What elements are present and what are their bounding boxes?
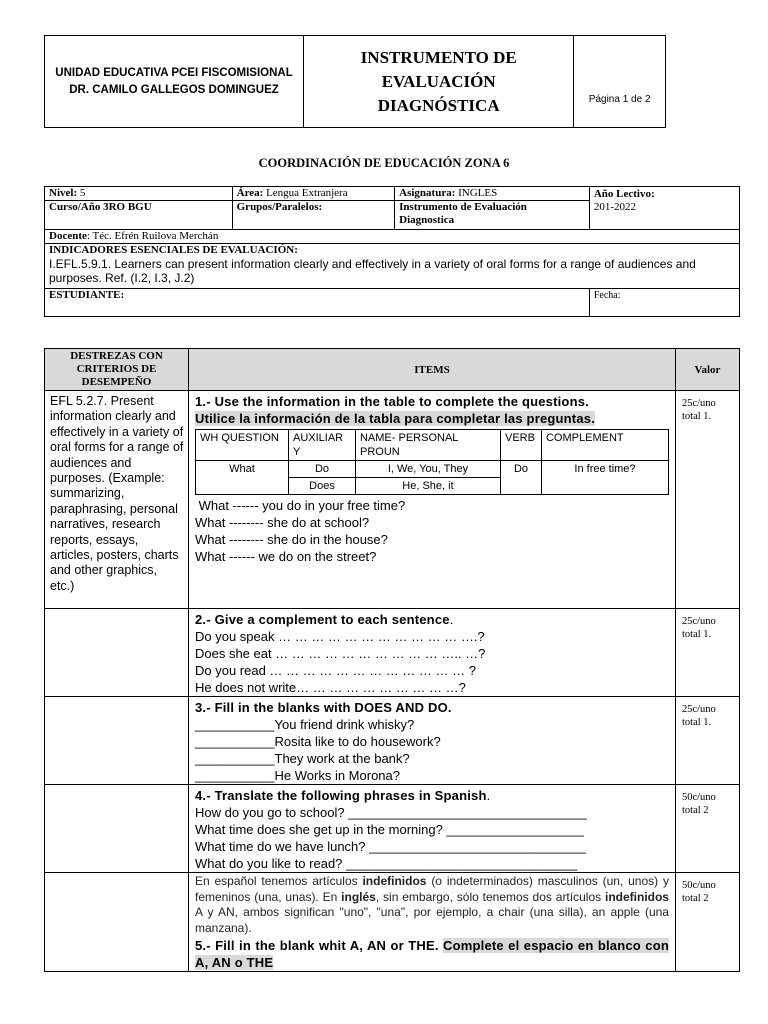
title-line-1: INSTRUMENTO DE	[360, 47, 517, 67]
q4-line-4: What do you like to read? ________________________________	[194, 856, 578, 871]
anio-lectivo-cell	[589, 187, 739, 230]
curso-cell	[45, 201, 233, 230]
grid-header-personal: NAME- PERSONAL PROUN	[355, 430, 500, 461]
title-line-2: EVALUACIÓN	[381, 71, 496, 91]
grid-do: Do	[288, 461, 355, 478]
q3-valor	[675, 697, 739, 785]
page-number-cell	[574, 36, 666, 128]
anio-lectivo-label: Año Lectivo:	[593, 188, 655, 200]
instrumento-line-1: Instrumento de Evaluación	[399, 201, 527, 213]
q2-line-4: He does not write… … … … … … … … … …?	[194, 680, 466, 695]
asignatura-value: INGLES	[458, 187, 498, 199]
asignatura-label: Asignatura:	[399, 187, 456, 199]
grid-pronouns-1: I, We, You, They	[355, 461, 500, 478]
q1-line-2: What -------- she do at school?	[194, 515, 370, 530]
estudiante-label: ESTUDIANTE:	[49, 289, 125, 301]
docente-cell	[45, 230, 740, 244]
question-2	[188, 609, 675, 697]
q5-intro	[195, 874, 669, 936]
header-destrezas: DESTREZAS CON CRITERIOS DE DESEMPEÑO	[45, 349, 189, 391]
grid-header-wh: WH QUESTION	[195, 430, 288, 461]
q1-title: 1.- Use the information in the table to complete the questions.	[194, 394, 589, 409]
q2-line-3: Do you read … … … … … … … … … … … … ?	[194, 663, 476, 678]
nivel-label: Nivel:	[49, 187, 78, 199]
q5-valor	[675, 873, 739, 972]
area-label: Área:	[236, 187, 264, 199]
docente-label: Docente	[49, 230, 87, 242]
coordination-heading: COORDINACIÓN DE EDUCACIÓN ZONA 6	[258, 156, 510, 170]
q5-intro-bold-2: inglés	[341, 889, 376, 904]
header-items: ITEMS	[188, 349, 675, 391]
q1-subtitle: Utilice la información de la tabla para completar las preguntas.	[194, 411, 596, 426]
destreza-empty-5	[45, 873, 189, 972]
q1-line-4: What ------ we do on the street?	[194, 549, 377, 564]
items-table	[44, 348, 740, 972]
area-value: Lengua Extranjera	[266, 187, 348, 199]
q2-line-1: Do you speak … … … … … … … … … … … ….?	[194, 629, 485, 644]
q2-title: 2.- Give a complement to each sentence	[194, 612, 450, 627]
q4-line-1: How do you go to school? _________________________________	[194, 805, 587, 820]
q5-subtitle: Complete el espacio en blanco con A, AN o THE	[194, 938, 669, 970]
q3-valor-2: total 1.	[681, 717, 712, 728]
q4-line-3: What time do we have lunch? ______________________________	[194, 839, 587, 854]
q2-title-end: .	[449, 612, 454, 627]
q5-title: 5.- Fill in the blank whit A, AN or THE.	[194, 938, 439, 953]
q5-intro-part-1: En español tenemos artículos	[194, 874, 363, 888]
q5-intro-bold-1: indefinidos	[362, 874, 427, 888]
fecha-label: Fecha:	[593, 290, 621, 301]
q2-valor	[675, 609, 739, 697]
q2-line-2: Does she eat … … … … … … … … … … ….. …?	[194, 646, 486, 661]
q3-line-4: ___________He Works in Morona?	[194, 768, 400, 783]
instrumento-line-2: Diagnostica	[399, 214, 455, 226]
grid-pronouns-2: He, She, it	[355, 478, 500, 495]
q5-intro-part-4: A y AN, ambos significan "uno", "una", por ejemplo, a chair (una silla), an apple (una manzana).	[194, 905, 669, 935]
grid-complement: In free time?	[541, 461, 668, 495]
destreza-empty-3	[45, 697, 189, 785]
q4-valor-2: total 2	[681, 805, 709, 816]
q2-valor-1: 25c/uno	[681, 616, 716, 627]
nivel-value: 5	[79, 187, 86, 199]
area-cell	[232, 187, 395, 201]
anio-lectivo-value: 201-2022	[593, 201, 636, 213]
q3-line-3: ___________They work at the bank?	[194, 751, 410, 766]
q1-line-3: What -------- she do in the house?	[194, 532, 388, 547]
q4-title: 4.- Translate the following phrases in Spanish	[194, 788, 487, 803]
q5-valor-1: 50c/uno	[681, 880, 716, 891]
question-5	[188, 873, 675, 972]
q2-valor-2: total 1.	[681, 629, 712, 640]
school-line-2: DR. CAMILO GALLEGOS DOMINGUEZ	[69, 83, 279, 96]
grid-verb-do: Do	[500, 461, 541, 495]
grupos-label: Grupos/Paralelos:	[236, 201, 323, 213]
q5-intro-bold-3: indefinidos	[604, 889, 669, 904]
estudiante-cell	[45, 289, 590, 317]
grupos-cell	[232, 201, 395, 230]
q3-valor-1: 25c/uno	[681, 704, 716, 715]
question-1	[188, 391, 675, 609]
q1-valor	[675, 391, 739, 609]
school-line-1: UNIDAD EDUCATIVA PCEI FISCOMISIONAL	[55, 66, 293, 79]
document-title	[304, 36, 574, 128]
school-name	[45, 36, 304, 128]
question-4	[188, 785, 675, 873]
q3-line-2: ___________Rosita like to do housework?	[194, 734, 441, 749]
q5-intro-part-2: (o indeterminados) masculinos (un, unos) y femeninos (una, unas). En	[194, 874, 669, 904]
q1-valor-2: total 1.	[681, 411, 712, 422]
q5-intro-part-3: , sin embargo, sólo tenemos dos artículos	[375, 889, 605, 904]
q4-title-end: .	[486, 788, 491, 803]
q4-line-2: What time does she get up in the morning? ___________________	[194, 822, 584, 837]
q1-valor-1: 25c/uno	[681, 398, 716, 409]
q1-line-1: What ------ you do in your free time?	[194, 498, 406, 513]
grid-header-auxiliary: AUXILIAR Y	[288, 430, 355, 461]
q5-valor-2: total 2	[681, 893, 709, 904]
grid-header-complement: COMPLEMENT	[541, 430, 668, 461]
indicadores-cell	[45, 244, 740, 289]
grid-does: Does	[288, 478, 355, 495]
fecha-cell	[589, 289, 739, 317]
header-valor: Valor	[675, 349, 739, 391]
title-line-3: DIAGNÓSTICA	[377, 95, 500, 115]
instrumento-cell	[395, 201, 590, 230]
asignatura-cell	[395, 187, 590, 201]
q1-grid	[195, 429, 669, 495]
question-3	[188, 697, 675, 785]
indicadores-label: INDICADORES ESENCIALES DE EVALUACIÓN:	[49, 244, 298, 256]
grid-header-verb: VERB	[500, 430, 541, 461]
grid-what: What	[195, 461, 288, 495]
destreza-empty-4	[45, 785, 189, 873]
q3-title: 3.- Fill in the blanks with DOES AND DO.	[194, 700, 452, 715]
destreza-text: EFL 5.2.7. Present information clearly and effectively in a variety of oral forms for a range of audiences and purposes. (Example: summarizing, paraphrasing, personal narratives, research reports, essays, articles, posters, charts and other graphics, etc.)	[45, 391, 189, 609]
docente-value: : Téc. Efrén Ruilova Merchán	[86, 230, 219, 242]
page-number: Página 1 de 2	[588, 94, 651, 105]
nivel-cell	[45, 187, 233, 201]
q4-valor	[675, 785, 739, 873]
q4-valor-1: 50c/uno	[681, 792, 716, 803]
curso: Curso/Año 3RO BGU	[49, 201, 152, 213]
destreza-empty-2	[45, 609, 189, 697]
info-table	[44, 186, 740, 317]
indicadores-text: I.EFL.5.9.1. Learners can present information clearly and effectively in a variety of oral forms for a range of audiences and purposes. Ref. (I.2, I.3, J.2)	[49, 257, 696, 285]
q3-line-1: ___________You friend drink whisky?	[194, 717, 415, 732]
header-box	[44, 35, 666, 128]
